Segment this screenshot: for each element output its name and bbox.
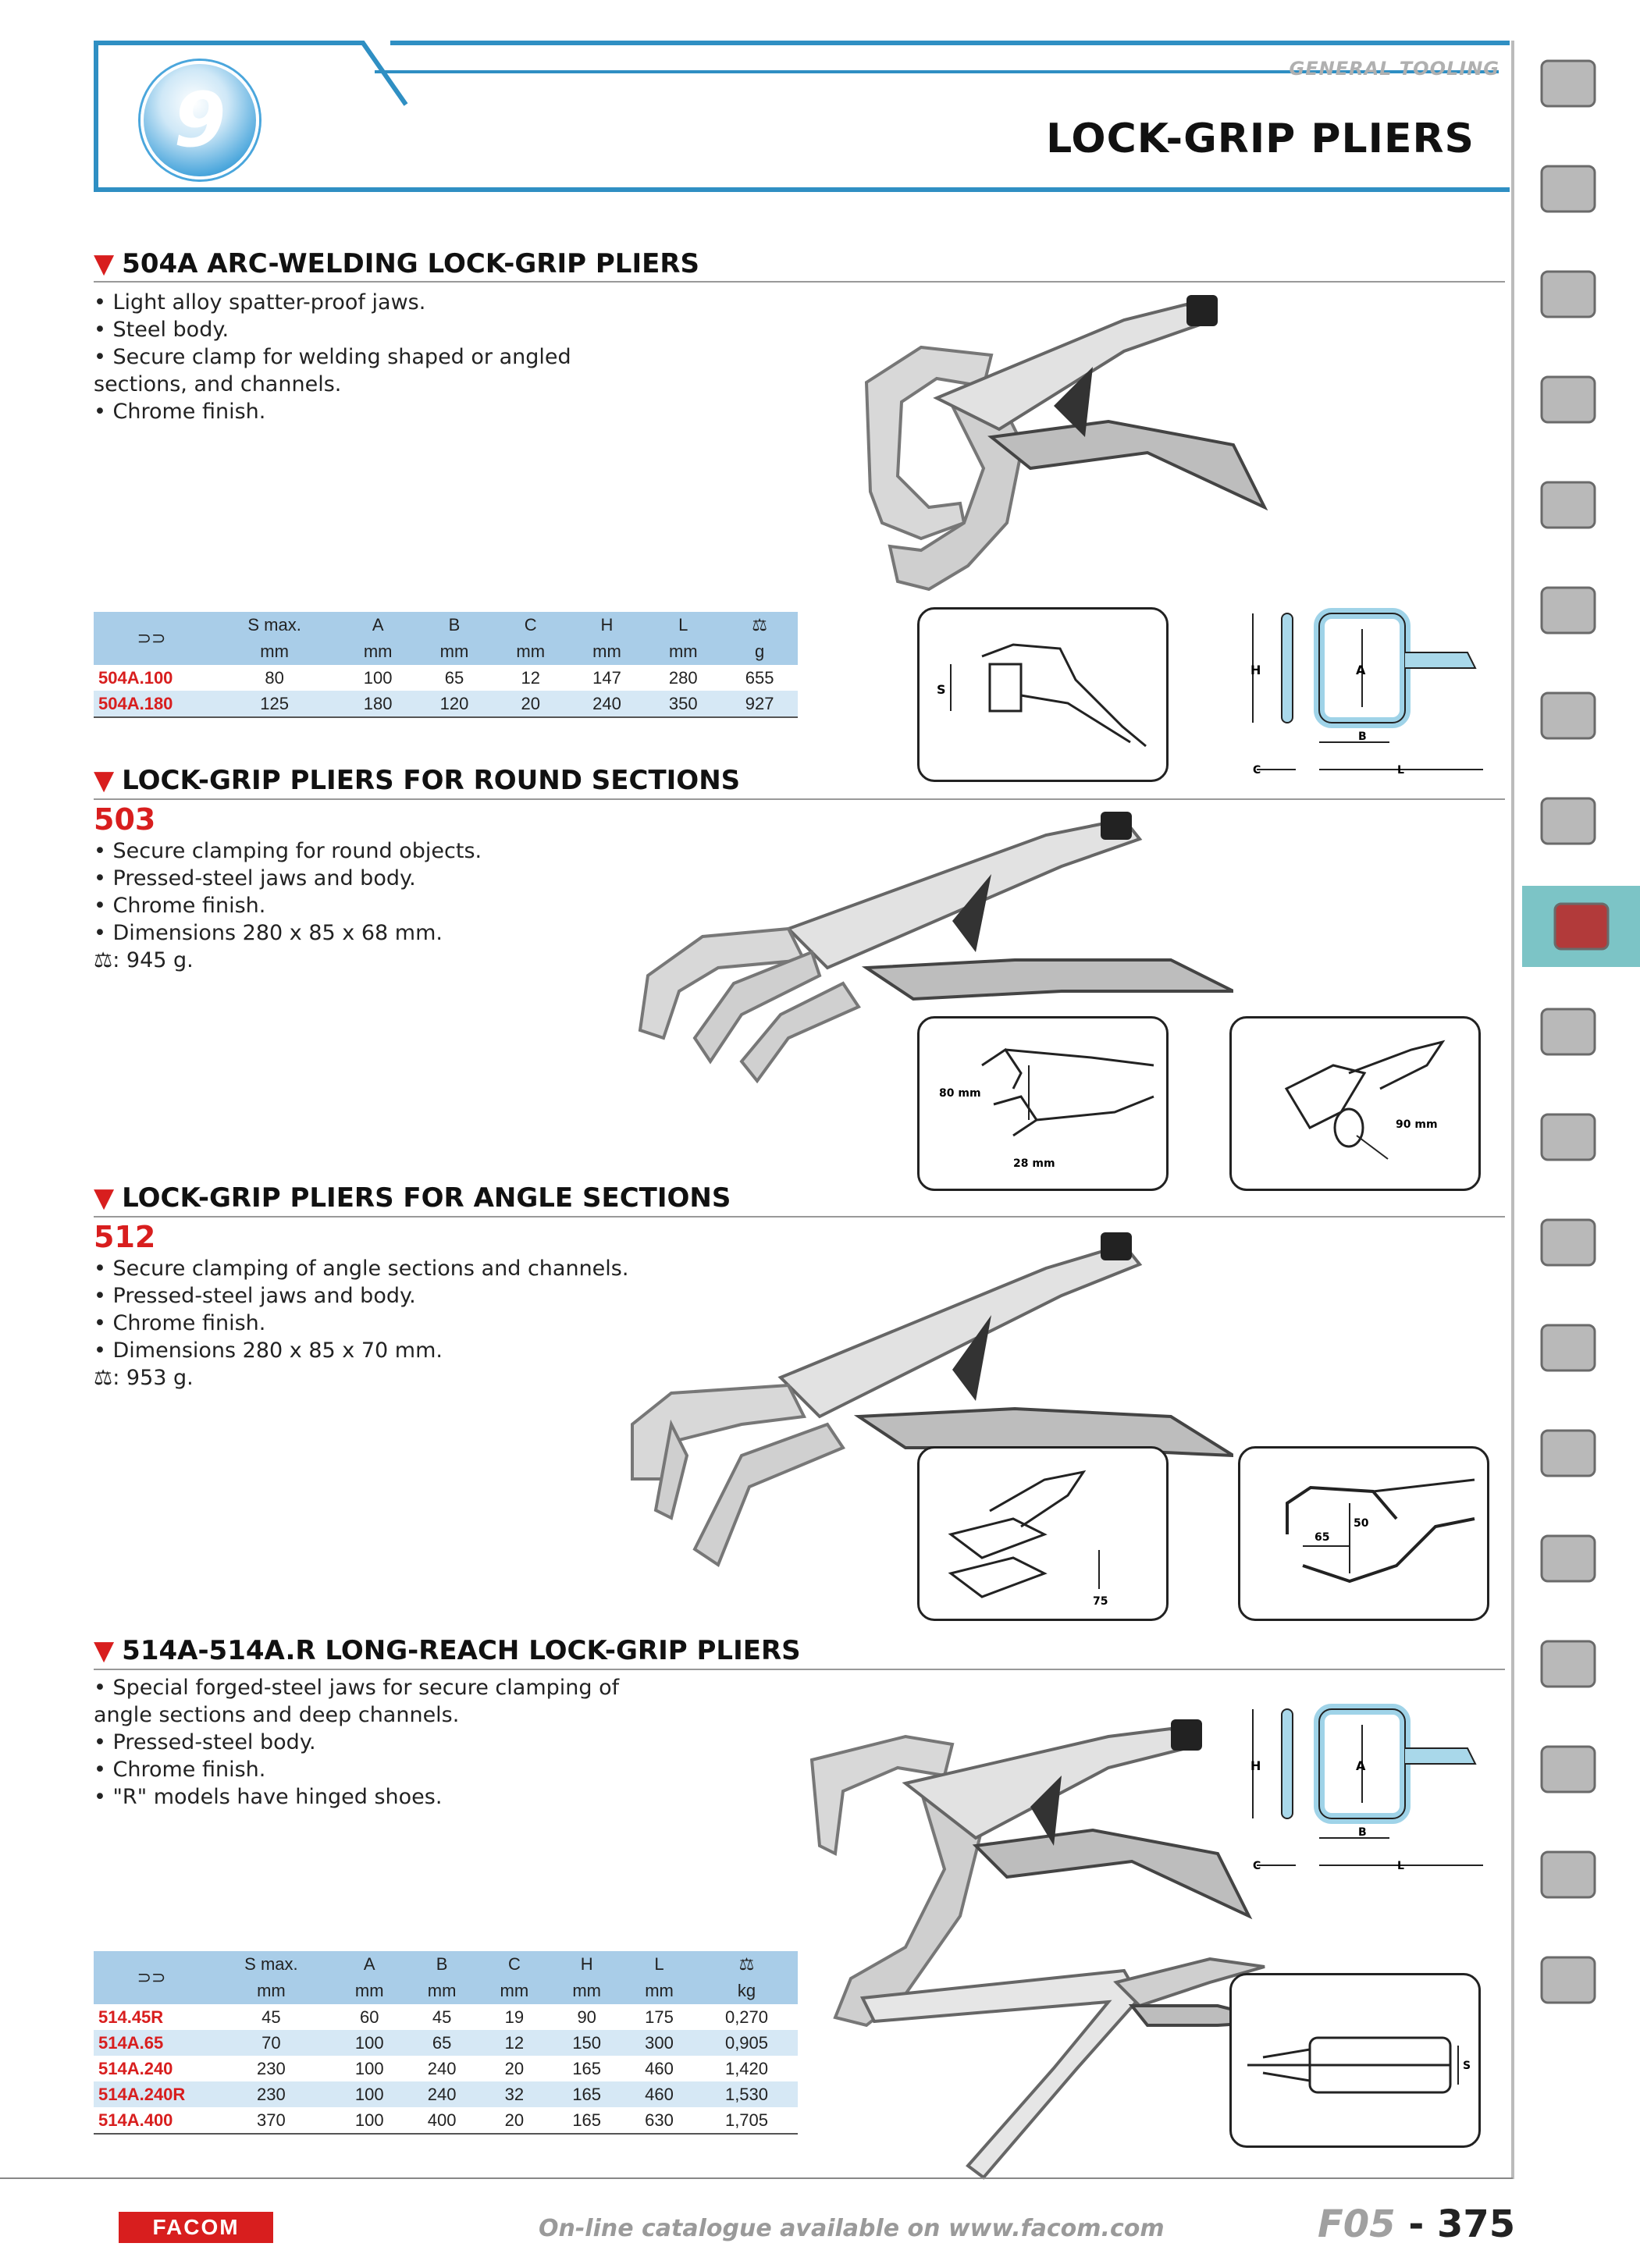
dim-label: B <box>1358 731 1367 743</box>
tool-box-icon[interactable] <box>1522 359 1614 440</box>
cell: 165 <box>572 2058 602 2078</box>
section-bullets-504a: • Light alloy spatter-proof jaws. • Steel body. • Secure clamp for welding shaped or angled sections, and channels. • Chrome finish. <box>94 290 571 424</box>
page-num: 375 <box>1436 2202 1516 2246</box>
cell: 400 <box>406 2107 478 2134</box>
diagram-512-usage <box>917 1446 1169 1621</box>
page-dash: - <box>1408 2202 1425 2246</box>
cell: 504A.100 <box>98 667 173 688</box>
cell: 19 <box>504 2007 525 2027</box>
col-unit: mm <box>550 1978 623 2004</box>
cell: 514A.400 <box>94 2107 209 2134</box>
table-row <box>94 2056 798 2081</box>
table-row <box>94 691 798 717</box>
pliers-504a-photo <box>796 289 1280 609</box>
cell: 630 <box>623 2107 695 2134</box>
cell: 180 <box>340 691 416 717</box>
section-rule <box>94 798 1505 800</box>
cell: 280 <box>668 667 698 688</box>
dim-label: L <box>1397 1860 1404 1872</box>
facom-logo: FACOM <box>119 2212 273 2243</box>
section-bullets-514a: • Special forged-steel jaws for secure clamping of angle sections and deep channels. • Pressed-steel body. • Chrome finish. • "R" models have hinged shoes. <box>94 1676 620 1809</box>
cell: 100 <box>333 2030 406 2056</box>
col-unit: mm <box>569 638 646 665</box>
hammer-icon[interactable] <box>1522 1097 1614 1178</box>
dim-label: 80 mm <box>939 1087 981 1100</box>
page-ref: F05 <box>1318 2202 1396 2246</box>
cell: 514A.65 <box>94 2030 209 2056</box>
section-title-text: 514A-514A.R LONG-REACH LOCK-GRIP PLIERS <box>122 1635 801 1666</box>
socket-icon[interactable] <box>1522 570 1614 651</box>
col-header: S max. <box>209 1951 333 1978</box>
hacksaw-icon[interactable] <box>1522 1202 1614 1283</box>
facom-logo-icon: ⊃⊃ <box>94 612 209 665</box>
col-unit: kg <box>695 1978 798 2004</box>
cell: 1,705 <box>695 2107 798 2134</box>
dimension-diagram-514a <box>1233 1701 1499 1881</box>
cell: 370 <box>209 2107 333 2134</box>
cell: 514A.240 <box>98 2058 173 2078</box>
electronics-icon[interactable] <box>1522 1834 1614 1915</box>
diagram-514a-usage <box>1229 1973 1481 2148</box>
cell: 20 <box>478 2107 551 2134</box>
col-unit: mm <box>416 638 493 665</box>
cell: 20 <box>504 2058 525 2078</box>
cell: 90 <box>577 2007 596 2027</box>
dim-label: B <box>1358 1826 1367 1839</box>
col-unit: mm <box>340 638 416 665</box>
section-rule <box>94 281 1505 283</box>
section-bullets-503: • Secure clamping for round objects. • Pressed-steel jaws and body. • Chrome finish. • Dimensions 280 x 85 x 68 mm. ⚖: 945 g. <box>94 839 482 972</box>
col-header: A <box>340 612 416 638</box>
section-rule <box>94 1216 1505 1218</box>
cell: 120 <box>416 691 493 717</box>
diagram-504a-usage <box>917 607 1169 782</box>
dim-label: 50 <box>1354 1517 1369 1530</box>
col-unit: mm <box>406 1978 478 2004</box>
cell: 240 <box>427 2058 457 2078</box>
dim-label: S <box>937 682 946 697</box>
section-title-503 <box>94 765 740 796</box>
tool-trolley-icon[interactable] <box>1522 148 1614 229</box>
page-title: LOCK-GRIP PLIERS <box>1046 116 1475 162</box>
catalogue-link[interactable]: On-line catalogue available on www.facom.com <box>539 2215 1165 2242</box>
dim-label: H <box>1250 663 1261 677</box>
cell: 300 <box>623 2030 695 2056</box>
section-title-514a <box>94 1635 801 1666</box>
section-rule <box>94 1669 1505 1670</box>
cell: 60 <box>359 2007 379 2027</box>
dim-label: A <box>1356 663 1366 677</box>
col-unit: mm <box>623 1978 695 2004</box>
cell: 240 <box>406 2081 478 2107</box>
cell: 460 <box>645 2058 674 2078</box>
col-unit: mm <box>209 638 340 665</box>
spanner-icon[interactable] <box>1522 464 1614 546</box>
cell: 655 <box>745 667 774 688</box>
cell: 20 <box>493 691 569 717</box>
cell: 100 <box>333 2107 406 2134</box>
diagram-503-dimensions <box>917 1016 1169 1191</box>
cell: 165 <box>550 2081 623 2107</box>
section-title-text: 504A ARC-WELDING LOCK-GRIP PLIERS <box>122 248 699 279</box>
cell: 65 <box>444 667 464 688</box>
cell: 45 <box>432 2007 452 2027</box>
col-header: L <box>623 1951 695 1978</box>
pliers-514a400-photo <box>843 1951 1280 2185</box>
footer-rule <box>0 2177 1513 2179</box>
table-row <box>94 665 798 691</box>
tape-measure-icon[interactable] <box>1522 991 1614 1072</box>
col-header: A <box>333 1951 406 1978</box>
triangle-icon: ▼ <box>94 1182 115 1214</box>
dim-label: 65 <box>1314 1531 1330 1544</box>
workbench-icon[interactable] <box>1522 254 1614 335</box>
dim-label: S <box>1463 2060 1471 2072</box>
product-code-512: 512 <box>94 1220 156 1254</box>
col-header: B <box>406 1951 478 1978</box>
cell: 80 <box>265 667 284 688</box>
cell: 927 <box>721 691 798 717</box>
cell: 70 <box>209 2030 333 2056</box>
table-514a <box>94 1951 798 2135</box>
cell: 32 <box>478 2081 551 2107</box>
cell: 100 <box>354 2058 384 2078</box>
dim-label: C <box>1253 764 1261 777</box>
diagram-503-usage <box>1229 1016 1481 1191</box>
product-code-503: 503 <box>94 802 156 837</box>
cell: 150 <box>550 2030 623 2056</box>
cell: 460 <box>623 2081 695 2107</box>
chapter-badge: 9 <box>141 61 259 180</box>
cell: 350 <box>645 691 721 717</box>
col-header: L <box>645 612 721 638</box>
cell: 100 <box>333 2081 406 2107</box>
col-unit: mm <box>333 1978 406 2004</box>
category-label: GENERAL TOOLING <box>1289 58 1499 80</box>
cell: 1,530 <box>695 2081 798 2107</box>
hex-key-icon[interactable] <box>1522 780 1614 862</box>
facom-logo-icon: ⊃⊃ <box>94 1951 209 2004</box>
cell: 45 <box>261 2007 281 2027</box>
cell: 230 <box>257 2058 286 2078</box>
table-row <box>94 2107 798 2134</box>
triangle-icon: ▼ <box>94 1635 115 1666</box>
table-row <box>94 2081 798 2107</box>
tool-case-icon[interactable] <box>1522 43 1614 124</box>
cell: 230 <box>209 2081 333 2107</box>
triangle-icon: ▼ <box>94 765 115 796</box>
section-title-512 <box>94 1182 731 1214</box>
screwdriver-icon[interactable] <box>1522 675 1614 756</box>
col-unit: mm <box>645 638 721 665</box>
cell: 514A.240R <box>94 2081 209 2107</box>
col-header: H <box>550 1951 623 1978</box>
table-row <box>94 2030 798 2056</box>
col-header: ⚖ <box>695 1951 798 1978</box>
section-bullets-512: • Secure clamping of angle sections and channels. • Pressed-steel jaws and body. • Chrome finish. • Dimensions 280 x 85 x 70 mm. ⚖: 953 g. <box>94 1257 629 1390</box>
torque-wrench-icon[interactable] <box>1522 1518 1614 1599</box>
cell: 125 <box>209 691 340 717</box>
section-title-text: LOCK-GRIP PLIERS FOR ROUND SECTIONS <box>122 765 741 796</box>
dimension-diagram-504a <box>1233 606 1499 785</box>
impact-wrench-icon[interactable] <box>1522 1413 1614 1494</box>
table-row <box>94 2004 798 2030</box>
col-unit: mm <box>493 638 569 665</box>
col-header: ⚖ <box>721 612 798 638</box>
dim-label: 28 mm <box>1013 1157 1055 1170</box>
dim-label: 90 mm <box>1396 1118 1438 1131</box>
cell: 514.45R <box>98 2007 164 2027</box>
cell: 0,270 <box>724 2007 769 2027</box>
page-number <box>1318 2202 1515 2246</box>
dim-label: C <box>1253 1860 1261 1872</box>
table-504a <box>94 612 798 718</box>
col-header: C <box>478 1951 551 1978</box>
dim-label: L <box>1397 764 1404 777</box>
cell: 0,905 <box>695 2030 798 2056</box>
col-unit: mm <box>478 1978 551 2004</box>
cell: 165 <box>550 2107 623 2134</box>
col-header: S max. <box>209 612 340 638</box>
cell: 175 <box>645 2007 674 2027</box>
cell: 504A.180 <box>94 691 209 717</box>
cell: 1,420 <box>724 2058 769 2078</box>
cell: 12 <box>478 2030 551 2056</box>
section-title-504a <box>94 248 699 279</box>
cell: 12 <box>521 667 540 688</box>
cell: 240 <box>569 691 646 717</box>
col-header: H <box>569 612 646 638</box>
diagram-512-dimensions <box>1238 1446 1489 1621</box>
dim-label: A <box>1356 1758 1366 1773</box>
col-header: B <box>416 612 493 638</box>
aircraft-icon[interactable] <box>1522 1623 1614 1705</box>
cell: 65 <box>406 2030 478 2056</box>
col-unit: mm <box>209 1978 333 2004</box>
triangle-icon: ▼ <box>94 248 115 279</box>
cell: 100 <box>363 667 393 688</box>
pylon-icon[interactable] <box>1522 1729 1614 1810</box>
col-unit: g <box>721 638 798 665</box>
dim-label: 75 <box>1093 1595 1108 1608</box>
dim-label: H <box>1250 1758 1261 1773</box>
pliers-icon[interactable] <box>1522 886 1640 967</box>
sidebar-rule <box>1511 41 1514 2179</box>
puller-icon[interactable] <box>1522 1307 1614 1388</box>
col-header: C <box>493 612 569 638</box>
section-title-text: LOCK-GRIP PLIERS FOR ANGLE SECTIONS <box>122 1182 731 1214</box>
cell: 147 <box>592 667 621 688</box>
car-icon[interactable] <box>1522 1939 1614 2021</box>
